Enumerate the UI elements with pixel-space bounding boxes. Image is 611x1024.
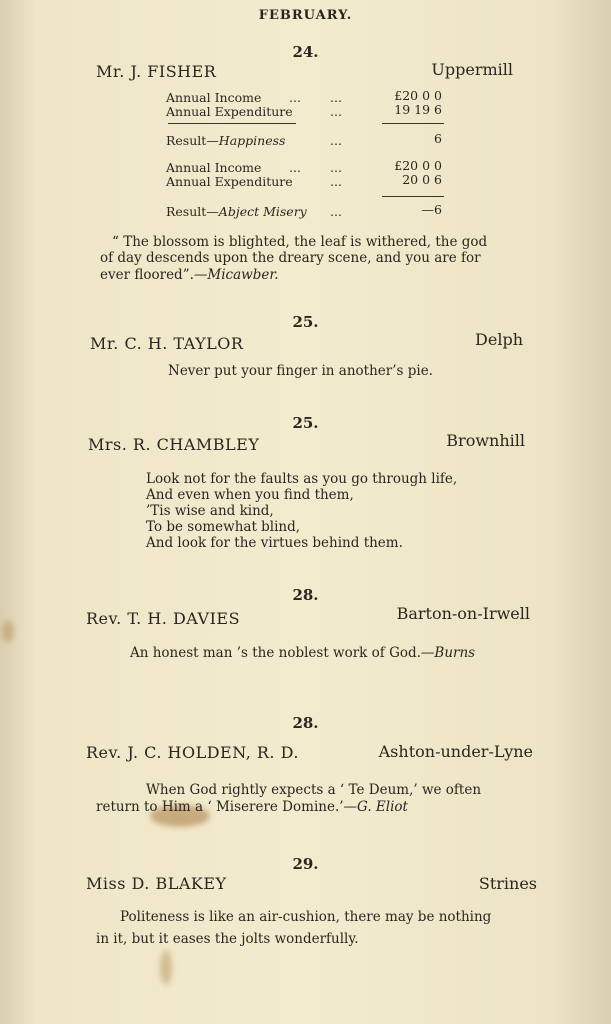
ledger-dots: ... — [330, 174, 342, 189]
entry-name: Mr. J. FISHER — [96, 62, 217, 81]
ledger-amount: £20 0 0 — [394, 158, 442, 173]
entry-date: 29. — [292, 855, 319, 873]
ledger-label: Annual Expenditure — [166, 174, 293, 189]
ledger-dots: ... — [330, 90, 342, 105]
entry-place: Barton-on-Irwell — [396, 604, 530, 623]
ledger-dots: ... — [330, 160, 342, 175]
ledger-amount: 19 19 6 — [394, 102, 442, 117]
entry-place: Strines — [478, 874, 537, 893]
ledger-label: Annual Expenditure — [166, 104, 293, 119]
quote-line: return to Him a ‘ Miserere Domine.’—G. Eliot — [96, 799, 408, 815]
entry-place: Ashton-under-Lyne — [378, 742, 533, 761]
page-header: FEBRUARY. — [258, 8, 353, 23]
verse-line: Look not for the faults as you go through life, — [146, 471, 458, 487]
entry-date: 25. — [292, 313, 319, 331]
entry-name: Rev. J. C. HOLDEN, R. D. — [86, 743, 299, 762]
ledger-amount: 6 — [434, 131, 442, 146]
ledger-rule — [382, 196, 444, 197]
ledger-result-label: Result—Abject Misery — [166, 204, 307, 219]
entry-place: Uppermill — [431, 60, 513, 79]
ledger-label: Annual Income — [166, 90, 262, 105]
entry-date: 24. — [292, 43, 319, 61]
quote-line: in it, but it eases the jolts wonderfully. — [96, 931, 359, 947]
ledger-dots: ... — [330, 133, 342, 148]
quote-line: Politeness is like an air-cushion, there may be nothing — [120, 909, 492, 925]
quote-line: An honest man ’s the noblest work of God.—Burns — [130, 645, 476, 661]
ledger-rule — [168, 123, 296, 124]
ledger-rule — [382, 123, 444, 124]
verse-line: To be somewhat blind, — [146, 519, 301, 535]
ledger-amount: £20 0 0 — [394, 88, 442, 103]
entry-place: Delph — [475, 330, 523, 349]
verse-line: And even when you find them, — [146, 487, 354, 503]
entry-place: Brownhill — [446, 431, 525, 450]
verse-line: ’Tis wise and kind, — [146, 503, 274, 519]
ledger-dots: ... — [289, 90, 301, 105]
ledger-amount: —6 — [421, 202, 442, 217]
quote-line: ever floored”.—Micawber. — [100, 267, 279, 283]
ledger-dots: ... — [330, 204, 342, 219]
entry-date: 28. — [292, 586, 319, 604]
ledger-result-label: Result—Happiness — [166, 133, 286, 148]
entry-name: Mrs. R. CHAMBLEY — [88, 435, 260, 454]
ledger-dots: ... — [289, 160, 301, 175]
ledger-dots: ... — [330, 104, 342, 119]
entry-date: 28. — [292, 714, 319, 732]
ledger-label: Annual Income — [166, 160, 262, 175]
verse-line: And look for the virtues behind them. — [146, 535, 403, 551]
quote-line: “ The blossom is blighted, the leaf is withered, the god — [112, 234, 488, 250]
entry-name: Mr. C. H. TAYLOR — [90, 334, 244, 353]
stain-mark — [160, 950, 172, 985]
entry-date: 25. — [292, 414, 319, 432]
stain-mark — [2, 620, 14, 642]
quote-line: Never put your finger in another’s pie. — [168, 363, 433, 379]
quote-line: of day descends upon the dreary scene, and you are for — [100, 250, 481, 266]
entry-name: Miss D. BLAKEY — [86, 874, 227, 893]
quote-line: When God rightly expects a ‘ Te Deum,’ we often — [146, 782, 482, 798]
ledger-amount: 20 0 6 — [402, 172, 442, 187]
entry-name: Rev. T. H. DAVIES — [86, 609, 241, 628]
